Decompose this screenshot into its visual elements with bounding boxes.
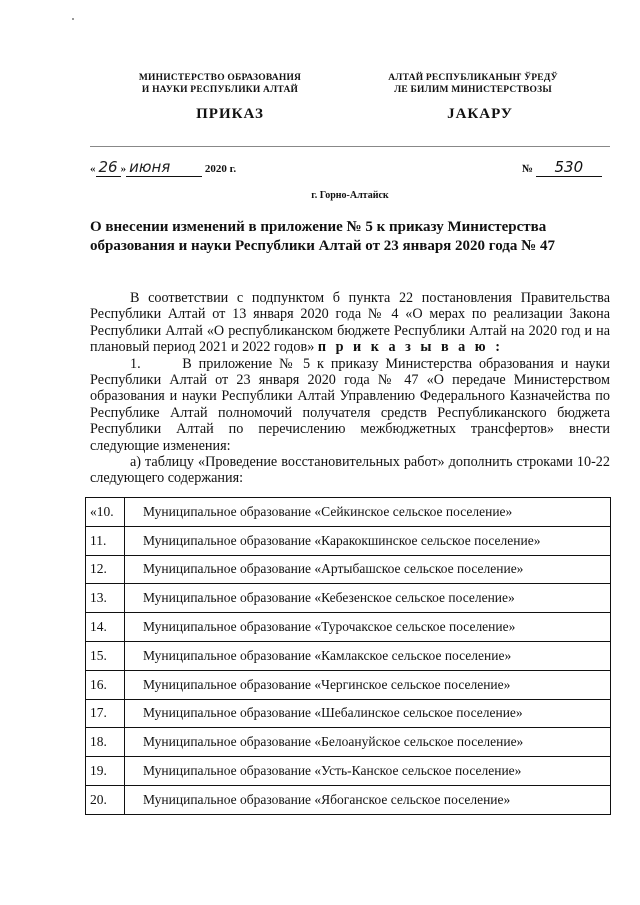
- date-quote-close: »: [120, 163, 127, 175]
- order-number: [522, 158, 602, 177]
- ministry-name-ru-line: И НАУКИ РЕСПУБЛИКИ АЛТАЙ: [141, 85, 299, 95]
- order-subject: О внесении изменений в приложение № 5 к приказу Министерства образования и науки Республики Алтай от 23 января 2020 года № 47: [90, 219, 555, 254]
- row-number: 16.: [86, 670, 125, 699]
- row-text: Муниципальное образование «Камлакское сельское поселение»: [125, 641, 611, 670]
- ministry-name-ru: [120, 72, 320, 96]
- row-text: Муниципальное образование «Кебезенское сельское поселение»: [125, 584, 611, 613]
- row-text: Муниципальное образование «Сейкинское сельское поселение»: [125, 498, 611, 527]
- preamble-text: В соответствии с подпунктом б пункта 22 постановления Правительства Республики Алтай от 13 января 2020 года № 4 «О мерах по реализации Закона Республики Алтай «О республиканском бюджете Республики Алтай на 2020 год и на плановый период 2021 и 2022 годов»: [90, 290, 610, 356]
- number-value: 530: [536, 158, 602, 177]
- row-number: «10.: [86, 498, 125, 527]
- row-number: 12.: [86, 555, 125, 584]
- order-date: [90, 158, 236, 177]
- table-row: [86, 728, 611, 757]
- row-number: 11.: [86, 526, 125, 555]
- table-row: [86, 555, 611, 584]
- table-row: [86, 584, 611, 613]
- row-text: Муниципальное образование «Чергинское сельское поселение»: [125, 670, 611, 699]
- row-number: 13.: [86, 584, 125, 613]
- table-row: [86, 613, 611, 642]
- table-row: [86, 699, 611, 728]
- ministry-name-alt-line: ЛЕ БИЛИМ МИНИСТЕРСТВОЗЫ: [394, 85, 552, 95]
- row-number: 14.: [86, 613, 125, 642]
- table-row: [86, 498, 611, 527]
- number-label: №: [522, 163, 534, 175]
- city: г. Горно-Алтайск: [311, 190, 389, 201]
- scan-speck: [72, 18, 74, 20]
- ministry-name-alt: [368, 72, 578, 96]
- table-row: [86, 785, 611, 814]
- row-text: Муниципальное образование «Артыбашское сельское поселение»: [125, 555, 611, 584]
- item-a-paragraph: а) таблицу «Проведение восстановительных работ» дополнить строками 10-22 следующего содержания:: [90, 454, 610, 487]
- row-text: Муниципальное образование «Ябоганское сельское поселение»: [125, 785, 611, 814]
- date-year: 2020 г.: [204, 163, 237, 175]
- order-body: [90, 290, 610, 487]
- doc-type-ru: ПРИКАЗ: [196, 106, 264, 122]
- preamble-paragraph: [90, 290, 610, 356]
- row-number: 20.: [86, 785, 125, 814]
- row-number: 15.: [86, 641, 125, 670]
- row-text: Муниципальное образование «Белоануйское сельское поселение»: [125, 728, 611, 757]
- date-month: июня: [126, 158, 202, 177]
- table-row: [86, 670, 611, 699]
- doc-type-alt: JАКАРУ: [447, 106, 513, 122]
- table-row: [86, 641, 611, 670]
- row-text: Муниципальное образование «Каракокшинское сельское поселение»: [125, 526, 611, 555]
- header-divider: [90, 146, 610, 147]
- ministry-name-alt-line: АЛТАЙ РЕСПУБЛИКАНЫҤ ЎРЕДЎ: [388, 73, 558, 83]
- row-text: Муниципальное образование «Турочакское сельское поселение»: [125, 613, 611, 642]
- table-row: [86, 757, 611, 786]
- item-1-paragraph: 1. В приложение № 5 к приказу Министерства образования и науки Республики Алтай от 23 января 2020 года № 47 «О передаче Министерством образования и науки Республики Алтай Управлению Федерального Казначейства по Республике Алтай полномочий получателя средств Республиканского бюджета Республики Алтай по перечислению межбюджетных трансфертов» внести следующие изменения:: [90, 355, 610, 454]
- preamble-order-word: п р и к а з ы в а ю :: [317, 339, 503, 356]
- row-text: Муниципальное образование «Шебалинское сельское поселение»: [125, 699, 611, 728]
- municipalities-table: [85, 497, 611, 815]
- table-row: [86, 526, 611, 555]
- row-number: 17.: [86, 699, 125, 728]
- row-number: 18.: [86, 728, 125, 757]
- ministry-name-ru-line: МИНИСТЕРСТВО ОБРАЗОВАНИЯ: [138, 73, 302, 83]
- row-number: 19.: [86, 757, 125, 786]
- row-text: Муниципальное образование «Усть-Канское сельское поселение»: [125, 757, 611, 786]
- date-day: 26: [96, 158, 121, 177]
- date-quote-open: «: [90, 163, 96, 175]
